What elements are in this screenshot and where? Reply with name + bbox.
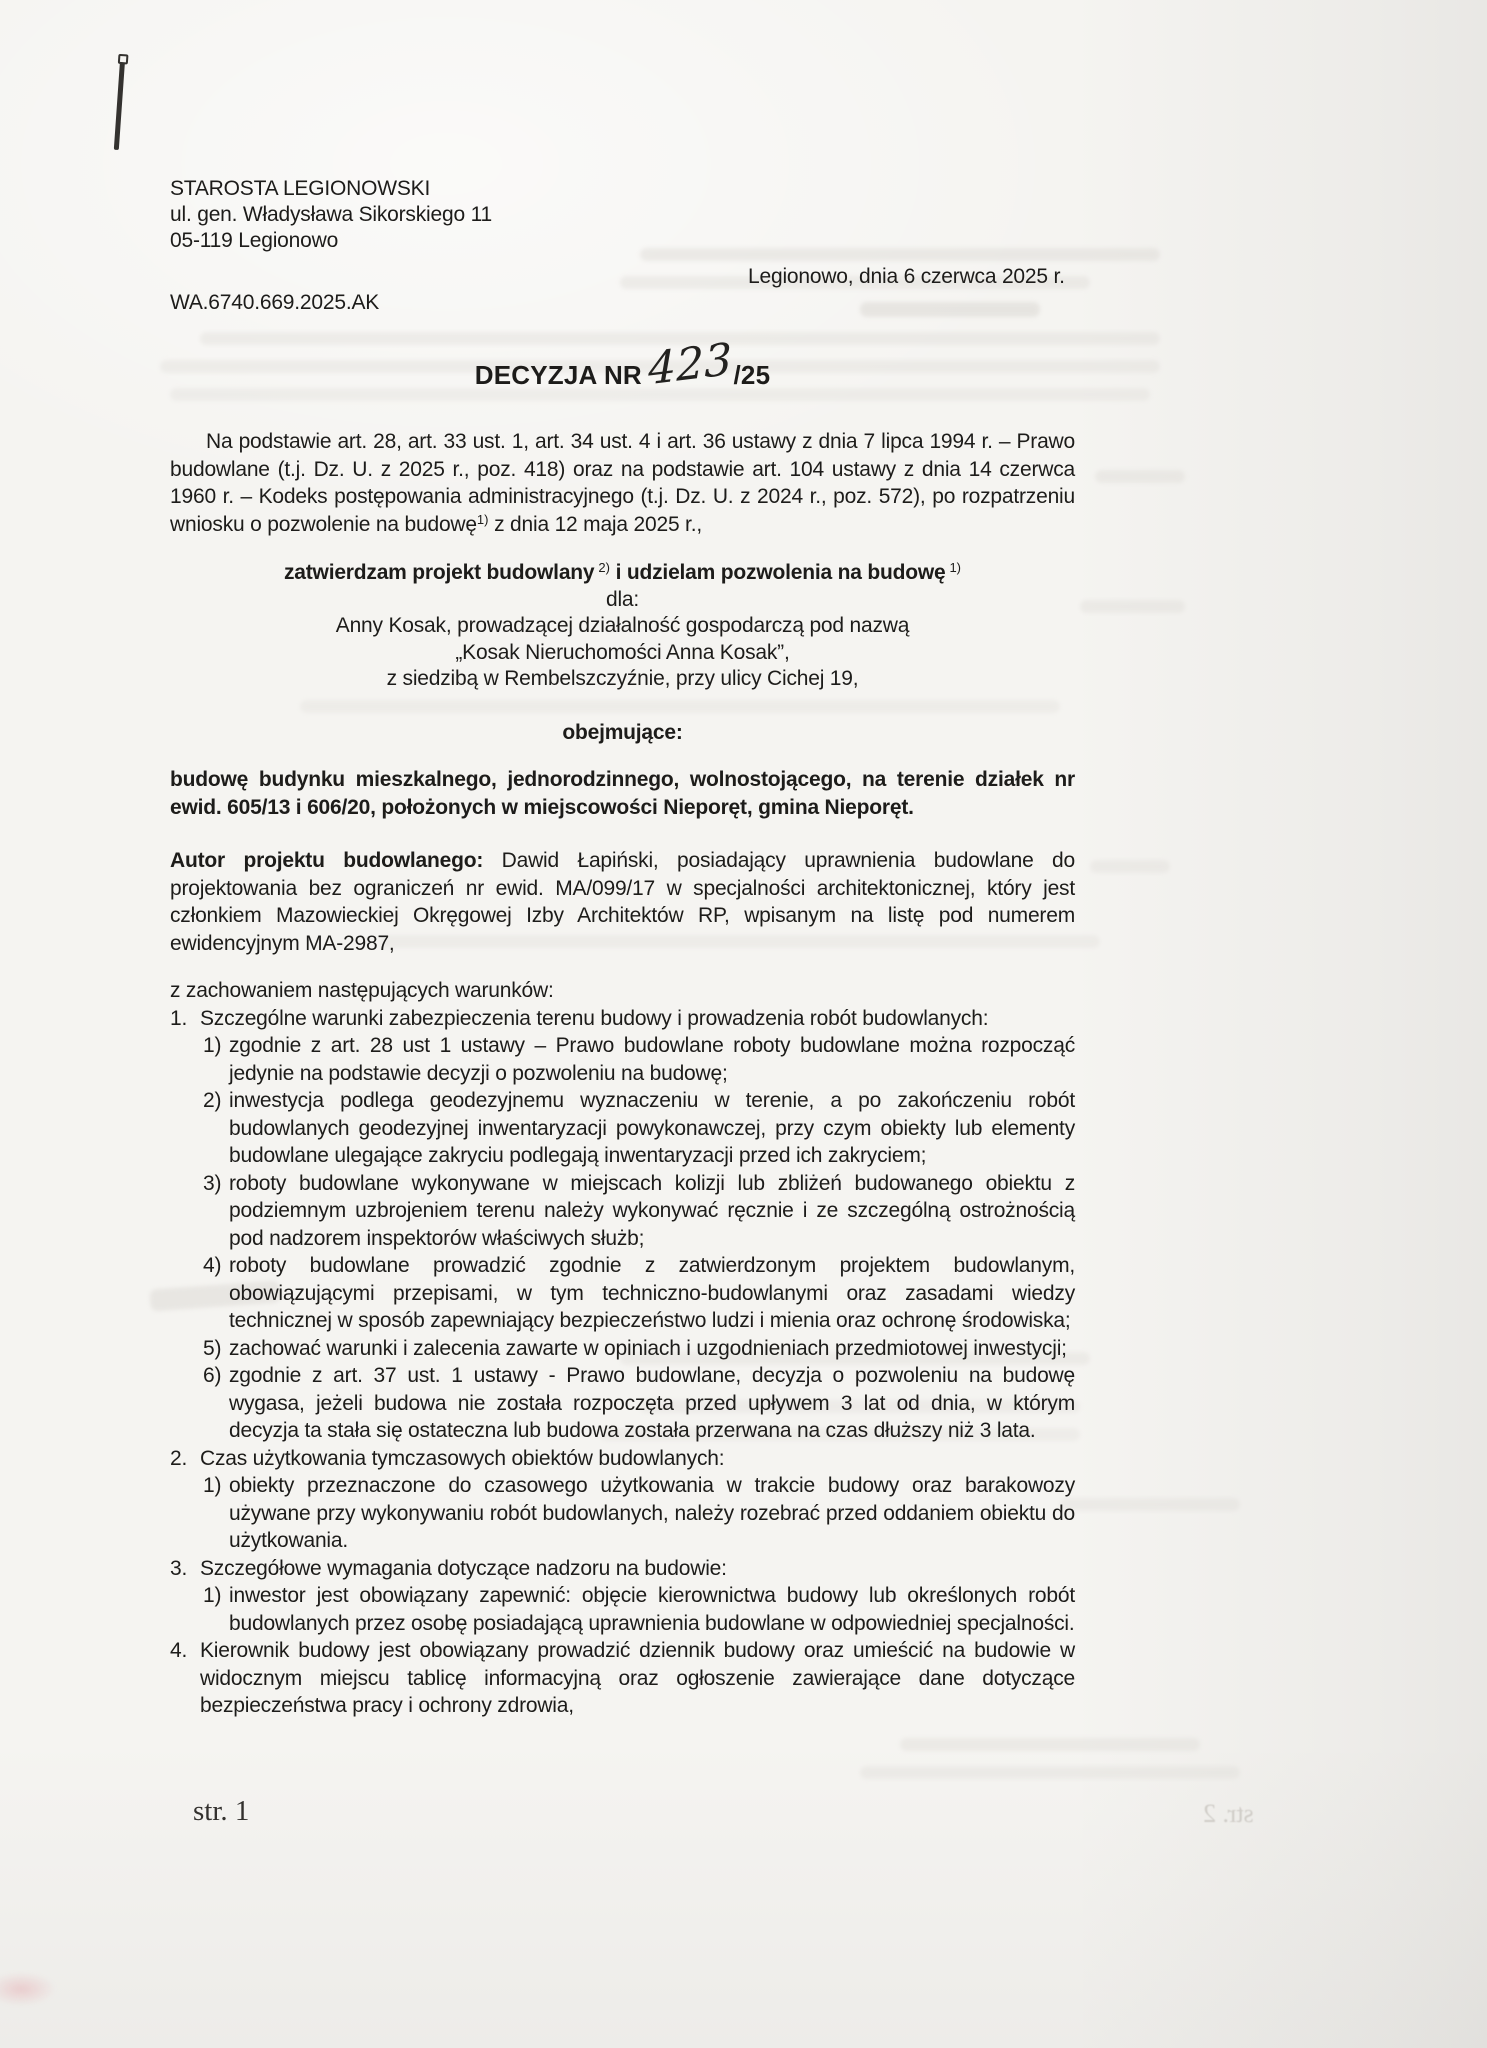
condition-text: Szczegółowe wymagania dotyczące nadzoru na budowie: — [200, 1556, 727, 1580]
applicant-line1: Anny Kosak, prowadzącej działalność gospodarczą pod nazwą — [335, 614, 910, 638]
sender-block — [170, 176, 1075, 254]
applicant-line2: „Kosak Nieruchomości Anna Kosak”, — [455, 640, 790, 664]
legal-basis-date: z dnia 12 maja 2025 r., — [494, 512, 702, 536]
grant-statement — [170, 560, 1075, 587]
condition-number: 3. — [170, 1556, 188, 1580]
conditions-list — [170, 1005, 1075, 1720]
subitem-number: 2) — [203, 1089, 222, 1113]
condition-subitem — [200, 1087, 1075, 1170]
conditions-intro: z zachowaniem następujących warunków: — [170, 979, 554, 1003]
condition-number: 4. — [170, 1639, 188, 1663]
condition-body — [200, 1555, 1075, 1638]
place-date: Legionowo, dnia 6 czerwca 2025 r. — [748, 265, 1065, 288]
decision-title — [170, 333, 1075, 398]
subitem-text: roboty budowlane prowadzić zgodnie z zatwierdzonym projektem budowlanym, obowiązującymi przepisami, w tym techniczno-budowlanymi oraz zasadami wiedzy technicznej w sposób zapewniający bezpieczeństwo ludzi i mienia oraz ochronę środowiska; — [229, 1254, 1075, 1333]
condition-subitems — [200, 1582, 1075, 1637]
decision-title-prefix: DECYZJA NR — [474, 360, 642, 390]
author-label: Autor projektu budowlanego: — [170, 849, 484, 873]
grant-block — [170, 560, 1075, 693]
subitem-text: zgodnie z art. 37 ust. 1 ustawy - Prawo budowlane, decyzja o pozwoleniu na budowę wygasa, jeżeli budowa nie została rozpoczęta przed upływem 3 lat od dnia, w którym decyzja ta stała się ostateczna lub budowa została przerwana na czas dłuższy niż 3 lata. — [229, 1364, 1075, 1443]
bleed-through-artifact — [1095, 470, 1185, 483]
subitem-number: 1) — [203, 1584, 222, 1608]
page-number: str. 1 — [193, 1795, 250, 1827]
subitem-number: 1) — [203, 1474, 222, 1498]
subitem-number: 4) — [203, 1254, 222, 1278]
bleed-through-artifact — [1080, 600, 1185, 613]
subitem-text: inwestor jest obowiązany zapewnić: objęcie kierownictwa budowy lub określonych robót budowlanych przez osobę posiadającą uprawnienia budowlane w odpowiedniej specjalności. — [229, 1584, 1075, 1635]
footnote-marker: 2) — [598, 560, 610, 575]
grant-approve-text: zatwierdzam projekt budowlany — [283, 561, 595, 584]
legal-basis-text: Na podstawie art. 28, art. 33 ust. 1, art. 34 ust. 4 i art. 36 ustawy z dnia 7 lipca 1994 r. – Prawo budowlane (t.j. Dz. U. z 2025 r., poz. 418) oraz na podstawie art. 104 ustawy z dnia 14 czerwca 1960 r. – Kodeks postępowania administracyjnego (t.j. Dz. U. z 2024 r., poz. 572), po rozpatrzeniu wniosku o pozwolenie na budowę — [170, 430, 1075, 536]
condition-number: 2. — [170, 1446, 188, 1470]
subitem-number: 1) — [203, 1034, 222, 1058]
condition-subitem — [200, 1252, 1075, 1335]
bleed-through-artifact — [900, 1738, 1200, 1751]
document-content — [170, 176, 1075, 1720]
legal-basis-paragraph — [170, 428, 1075, 538]
grant-permit-text: i udzielam pozwolenia na budowę — [615, 561, 946, 584]
sender-address-line2: 05-119 Legionowo — [170, 229, 339, 252]
subitem-text: zgodnie z art. 28 ust 1 ustawy – Prawo budowlane roboty budowlane można rozpocząć jedynie na podstawie decyzji o pozwoleniu na budowę; — [229, 1034, 1075, 1085]
condition-text: Kierownik budowy jest obowiązany prowadzić dziennik budowy oraz umieścić na budowie w widocznym miejscu tablicę informacyjną oraz ogłoszenie zawierające dane dotyczące bezpieczeństwa pracy i ochrony zdrowia, — [200, 1639, 1075, 1718]
decision-number-handwritten: 423 — [647, 333, 733, 396]
condition-item — [170, 1637, 1075, 1720]
condition-subitem — [200, 1335, 1075, 1363]
sender-address-line1: ul. gen. Władysława Sikorskiego 11 — [170, 203, 492, 226]
pink-smudge-artifact — [0, 1972, 56, 2006]
bleed-through-artifact — [860, 1766, 1240, 1779]
condition-item — [170, 1005, 1075, 1445]
bleed-through-artifact — [1060, 1498, 1240, 1511]
author-paragraph — [170, 847, 1075, 957]
condition-number: 1. — [170, 1006, 188, 1030]
subitem-text: zachować warunki i zalecenia zawarte w opiniach i uzgodnieniach przedmiotowej inwestycji; — [229, 1336, 1067, 1360]
condition-subitem — [200, 1170, 1075, 1253]
bleed-through-artifact — [1090, 860, 1170, 873]
condition-subitem — [200, 1362, 1075, 1445]
condition-subitem — [200, 1032, 1075, 1087]
condition-subitem — [200, 1472, 1075, 1555]
condition-item — [170, 1445, 1075, 1555]
decision-title-suffix: /25 — [733, 360, 771, 390]
author-text: Dawid Łapiński, posiadający uprawnienia budowlane do projektowania bez ograniczeń nr ewid. MA/099/17 w specjalności architektonicznej, który jest członkiem Mazowieckiej Okręgowej Izby Architektów RP, wpisanym na listę pod numerem ewidencyjnym MA-2987, — [170, 849, 1075, 955]
footnote-marker: 1) — [949, 560, 962, 575]
sender-name: STAROSTA LEGIONOWSKI — [170, 177, 431, 200]
condition-subitems — [200, 1472, 1075, 1555]
condition-text: Czas użytkowania tymczasowych obiektów budowlanych: — [200, 1446, 725, 1470]
subitem-number: 6) — [203, 1364, 222, 1388]
condition-subitem — [200, 1582, 1075, 1637]
subitem-number: 3) — [203, 1171, 222, 1195]
condition-item — [170, 1555, 1075, 1638]
applicant-line3: z siedzibą w Rembelszczyźnie, przy ulicy Cichej 19, — [386, 667, 859, 691]
case-number: WA.6740.669.2025.AK — [170, 291, 380, 314]
bleed-through-page-number: str. 2 — [1203, 1799, 1254, 1828]
condition-body — [200, 1005, 1075, 1445]
footnote-marker: 1) — [476, 511, 489, 527]
subitem-number: 5) — [203, 1336, 222, 1360]
condition-body — [200, 1637, 1075, 1720]
condition-text: Szczególne warunki zabezpieczenia terenu budowy i prowadzenia robót budowlanych: — [200, 1006, 989, 1030]
subitem-text: roboty budowlane wykonywane w miejscach kolizji lub zbliżeń budowanego obiektu z podziemnym uzbrojeniem terenu należy wykonywać ręcznie i ze szczególną ostrożnością pod nadzorem inspektorów właściwych służb; — [229, 1171, 1075, 1250]
scope-paragraph: budowę budynku mieszkalnego, jednorodzinnego, wolnostojącego, na terenie działek nr ewid. 605/13 i 606/20, położonych w miejscowości Nieporęt, gmina Nieporęt. — [170, 768, 1075, 819]
grant-for-label: dla: — [605, 587, 640, 611]
subitem-text: obiekty przeznaczone do czasowego użytkowania w trakcie budowy oraz barakowozy używane przy wykonywaniu robót budowlanych, należy rozebrać przed oddaniem obiektu do użytkowania. — [229, 1474, 1075, 1553]
condition-subitems — [200, 1032, 1075, 1445]
pen-mark-artifact — [114, 58, 125, 150]
subitem-text: inwestycja podlega geodezyjnemu wyznaczeniu w terenie, a po zakończeniu robót budowlanych geodezyjnej inwentaryzacji powykonawczej, przy czym obiekty lub elementy budowlane ulegające zakryciu podlegają inwentaryzacji przed ich zakryciem; — [229, 1089, 1075, 1168]
covering-label: obejmujące: — [562, 720, 683, 744]
condition-body — [200, 1445, 1075, 1555]
